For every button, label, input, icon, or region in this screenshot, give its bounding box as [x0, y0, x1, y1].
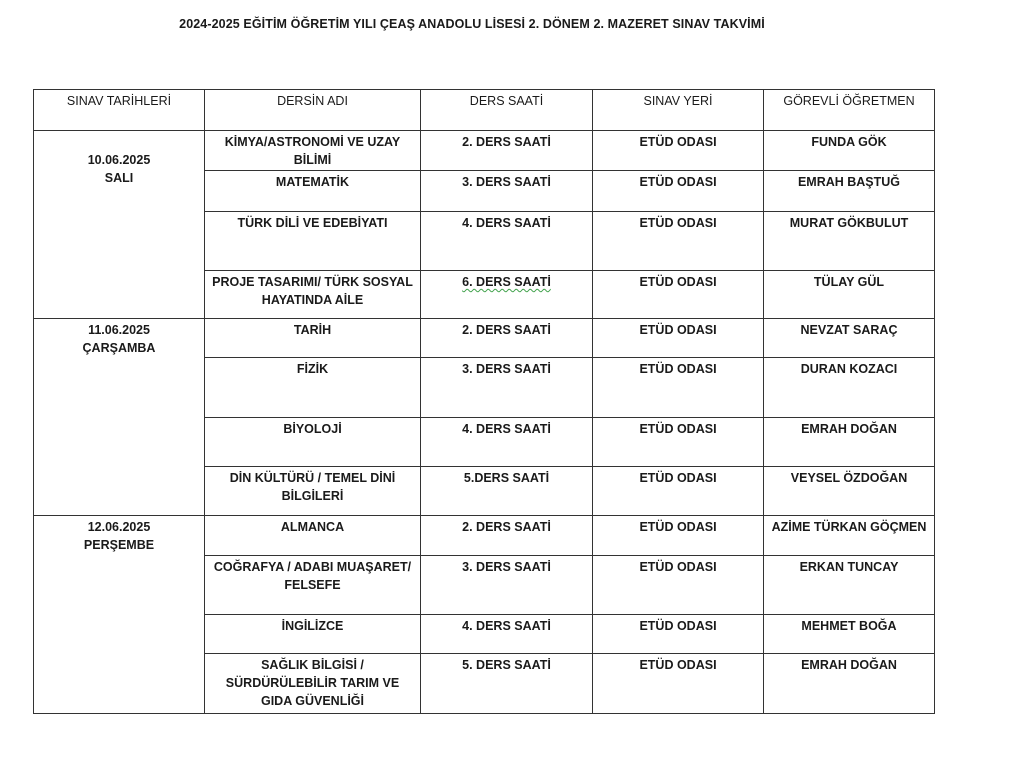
course-name: SAĞLIK BİLGİSİ / SÜRDÜRÜLEBİLİR TARIM VE GIDA GÜVENLİĞİ — [205, 654, 421, 714]
course-name: BİYOLOJİ — [205, 418, 421, 467]
lesson-hour: 4. DERS SAATİ — [421, 418, 593, 467]
exam-day: ÇARŞAMBA — [82, 341, 156, 355]
header-teacher: GÖREVLİ ÖĞRETMEN — [764, 90, 935, 131]
course-name: PROJE TASARIMI/ TÜRK SOSYAL HAYATINDA AİLE — [205, 271, 421, 319]
teacher-name: ERKAN TUNCAY — [764, 556, 935, 615]
exam-place: ETÜD ODASI — [593, 556, 764, 615]
exam-place: ETÜD ODASI — [593, 358, 764, 418]
exam-date-cell — [34, 516, 205, 714]
exam-date: 12.06.2025 — [87, 520, 151, 534]
header-exam-place: SINAV YERİ — [593, 90, 764, 131]
exam-date-cell — [34, 319, 205, 516]
lesson-hour: 4. DERS SAATİ — [421, 212, 593, 271]
lesson-hour: 5.DERS SAATİ — [421, 467, 593, 516]
course-name: MATEMATİK — [205, 171, 421, 212]
course-name: FİZİK — [205, 358, 421, 418]
exam-date: 10.06.2025 — [87, 153, 151, 167]
course-name: TARİH — [205, 319, 421, 358]
course-name: COĞRAFYA / ADABI MUAŞARET/ FELSEFE — [205, 556, 421, 615]
teacher-name: FUNDA GÖK — [764, 131, 935, 171]
exam-place: ETÜD ODASI — [593, 516, 764, 556]
lesson-hour: 6. DERS SAATİ — [421, 271, 593, 319]
exam-place: ETÜD ODASI — [593, 212, 764, 271]
lesson-hour: 3. DERS SAATİ — [421, 171, 593, 212]
lesson-hour: 3. DERS SAATİ — [421, 358, 593, 418]
lesson-hour: 3. DERS SAATİ — [421, 556, 593, 615]
exam-place: ETÜD ODASI — [593, 319, 764, 358]
teacher-name: TÜLAY GÜL — [764, 271, 935, 319]
course-name: TÜRK DİLİ VE EDEBİYATI — [205, 212, 421, 271]
exam-day: PERŞEMBE — [83, 538, 155, 552]
teacher-name: EMRAH DOĞAN — [764, 418, 935, 467]
exam-place: ETÜD ODASI — [593, 418, 764, 467]
exam-place: ETÜD ODASI — [593, 131, 764, 171]
exam-date-cell — [34, 131, 205, 319]
exam-schedule-table — [33, 89, 935, 714]
teacher-name: MEHMET BOĞA — [764, 615, 935, 654]
teacher-name: EMRAH BAŞTUĞ — [764, 171, 935, 212]
exam-place: ETÜD ODASI — [593, 615, 764, 654]
course-name: İNGİLİZCE — [205, 615, 421, 654]
table-row — [34, 516, 935, 556]
teacher-name: AZİME TÜRKAN GÖÇMEN — [764, 516, 935, 556]
teacher-name: NEVZAT SARAÇ — [764, 319, 935, 358]
header-lesson-hour: DERS SAATİ — [421, 90, 593, 131]
course-name: ALMANCA — [205, 516, 421, 556]
header-course-name: DERSİN ADI — [205, 90, 421, 131]
teacher-name: EMRAH DOĞAN — [764, 654, 935, 714]
exam-place: ETÜD ODASI — [593, 171, 764, 212]
lesson-hour: 2. DERS SAATİ — [421, 516, 593, 556]
lesson-hour: 2. DERS SAATİ — [421, 131, 593, 171]
teacher-name: DURAN KOZACI — [764, 358, 935, 418]
course-name: DİN KÜLTÜRÜ / TEMEL DİNİ BİLGİLERİ — [205, 467, 421, 516]
exam-day: SALI — [104, 171, 134, 185]
exam-place: ETÜD ODASI — [593, 271, 764, 319]
table-header-row — [34, 90, 935, 131]
table-row — [34, 319, 935, 358]
table-row — [34, 131, 935, 171]
exam-place: ETÜD ODASI — [593, 467, 764, 516]
lesson-hour: 4. DERS SAATİ — [421, 615, 593, 654]
teacher-name: MURAT GÖKBULUT — [764, 212, 935, 271]
exam-date: 11.06.2025 — [88, 323, 150, 337]
exam-place: ETÜD ODASI — [593, 654, 764, 714]
lesson-hour: 5. DERS SAATİ — [421, 654, 593, 714]
course-name: KİMYA/ASTRONOMİ VE UZAY BİLİMİ — [205, 131, 421, 171]
lesson-hour: 2. DERS SAATİ — [421, 319, 593, 358]
teacher-name: VEYSEL ÖZDOĞAN — [764, 467, 935, 516]
document-title: 2024-2025 EĞİTİM ÖĞRETİM YILI ÇEAŞ ANADOLU LİSESİ 2. DÖNEM 2. MAZERET SINAV TAKVİMİ — [179, 17, 765, 31]
header-exam-dates: SINAV TARİHLERİ — [34, 90, 205, 131]
